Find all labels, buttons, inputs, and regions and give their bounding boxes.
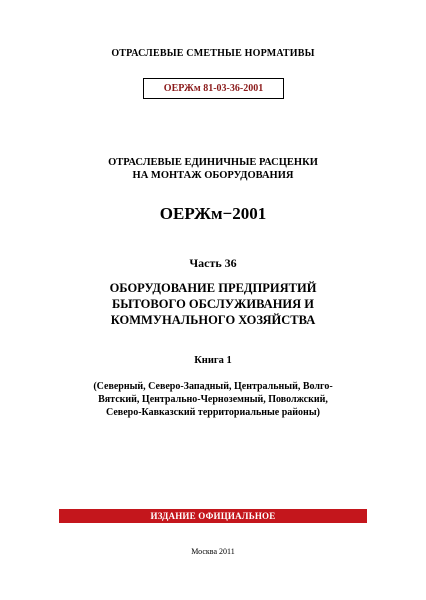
footer-text: Москва 2011 — [191, 547, 235, 556]
main-title: ОЕРЖм−2001 — [159, 204, 267, 223]
part-title: ОБОРУДОВАНИЕ ПРЕДПРИЯТИЙ БЫТОВОГО ОБСЛУЖИВАНИЯ И КОММУНАЛЬНОГО ХОЗЯЙСТВА — [109, 281, 317, 327]
document-cover — [9, 9, 417, 591]
book-number: Книга 1 — [194, 355, 232, 366]
part-number: Часть 36 — [189, 256, 237, 270]
subtitle: ОТРАСЛЕВЫЕ ЕДИНИЧНЫЕ РАСЦЕНКИ НА МОНТАЖ ОБОРУДОВАНИЯ — [108, 157, 318, 181]
header-text: ОТРАСЛЕВЫЕ СМЕТНЫЕ НОРМАТИВЫ — [111, 48, 315, 59]
edition-label: ИЗДАНИЕ ОФИЦИАЛЬНОЕ — [150, 511, 276, 521]
document-code: ОЕРЖм 81-03-36-2001 — [163, 83, 264, 94]
edition-banner — [59, 509, 367, 523]
regions-text: (Северный, Северо-Западный, Центральный, Волго-Вятский, Центрально-Черноземный, Поволжский, Северо-Кавказский территориальные районы) — [93, 381, 333, 418]
document-code-box — [143, 78, 284, 99]
